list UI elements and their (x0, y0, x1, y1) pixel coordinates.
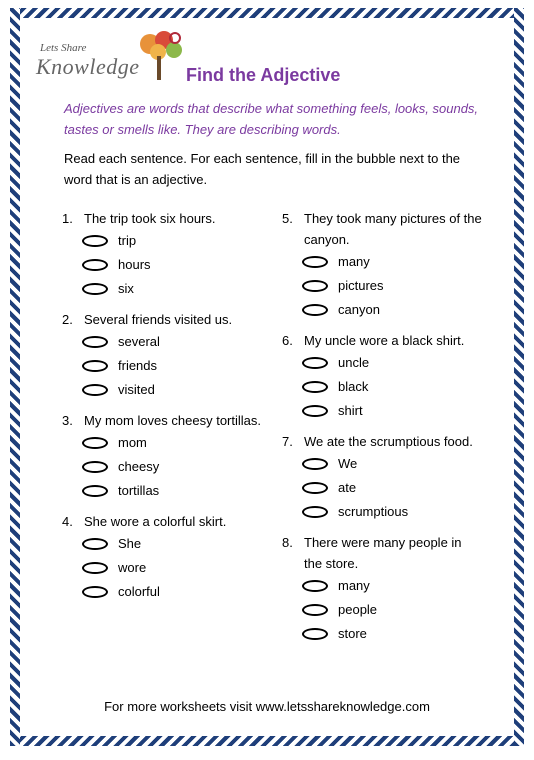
option-label: pictures (338, 278, 384, 293)
option-label: cheesy (118, 459, 160, 474)
bubble[interactable] (82, 437, 108, 449)
question-number: 5. (282, 211, 293, 226)
option-label: scrumptious (338, 504, 409, 519)
border-bottom (10, 736, 524, 746)
option-many[interactable] (302, 250, 482, 274)
option-label: black (338, 379, 369, 394)
border-right (514, 8, 524, 746)
option-label: visited (118, 382, 155, 397)
tree-icon (134, 30, 184, 82)
option-label: several (118, 334, 160, 349)
logo-small-text: Lets Share (40, 42, 87, 54)
option-shirt[interactable] (302, 399, 482, 423)
question-number: 2. (62, 312, 73, 327)
question-text: They took many pictures of the canyon. (304, 211, 482, 247)
option-hours[interactable] (82, 253, 262, 277)
question-7 (282, 431, 482, 524)
option-scrumptious[interactable] (302, 500, 482, 524)
question-text: The trip took six hours. (84, 211, 216, 226)
border-left (10, 8, 20, 746)
bubble[interactable] (82, 283, 108, 295)
option-six[interactable] (82, 277, 262, 301)
option-label: people (338, 602, 378, 617)
bubble[interactable] (302, 482, 328, 494)
question-text: She wore a colorful skirt. (84, 514, 227, 529)
option-colorful[interactable] (82, 580, 262, 604)
bubble[interactable] (82, 235, 108, 247)
option-label: wore (118, 560, 147, 575)
question-number: 4. (62, 514, 73, 529)
bubble[interactable] (302, 280, 328, 292)
option-label: shirt (338, 403, 363, 418)
bubble[interactable] (302, 381, 328, 393)
option-pictures[interactable] (302, 274, 482, 298)
bubble[interactable] (82, 360, 108, 372)
question-number: 8. (282, 535, 293, 550)
option-uncle[interactable] (302, 351, 482, 375)
question-1 (62, 208, 262, 301)
option-visited[interactable] (82, 378, 262, 402)
option-label: store (338, 626, 367, 641)
bubble[interactable] (82, 461, 108, 473)
bubble[interactable] (302, 604, 328, 616)
question-number: 6. (282, 333, 293, 348)
option-mom[interactable] (82, 431, 262, 455)
bubble[interactable] (302, 256, 328, 268)
option-cheesy[interactable] (82, 455, 262, 479)
option-label: trip (118, 233, 137, 248)
option-label: We (338, 456, 358, 471)
option-label: She (118, 536, 142, 551)
option-friends[interactable] (82, 354, 262, 378)
question-5 (282, 208, 482, 322)
option-label: many (338, 254, 370, 269)
option-we[interactable] (302, 452, 482, 476)
question-text: There were many people in the store. (304, 535, 462, 571)
option-store[interactable] (302, 622, 482, 646)
page-title: Find the Adjective (186, 65, 341, 85)
bubble[interactable] (302, 405, 328, 417)
question-8 (282, 532, 482, 646)
bubble[interactable] (302, 506, 328, 518)
option-label: friends (118, 358, 158, 373)
question-text: We ate the scrumptious food. (304, 434, 473, 449)
intro-text: Adjectives are words that describe what something feels, looks, sounds, tastes or smells like. They are describing words. (64, 101, 479, 137)
option-label: six (118, 281, 134, 296)
border-top (10, 8, 524, 18)
question-2 (62, 309, 262, 402)
bubble[interactable] (82, 538, 108, 550)
footer-text: For more worksheets visit www.letsshareknowledge.com (104, 699, 430, 714)
option-label: mom (118, 435, 147, 450)
option-label: uncle (338, 355, 370, 370)
questions-right-column (282, 208, 482, 654)
bubble[interactable] (82, 586, 108, 598)
option-label: colorful (118, 584, 160, 599)
bubble[interactable] (82, 384, 108, 396)
option-label: many (338, 578, 370, 593)
option-she[interactable] (82, 532, 262, 556)
logo-big-text: Knowledge (36, 54, 140, 79)
bubble[interactable] (82, 336, 108, 348)
option-trip[interactable] (82, 229, 262, 253)
option-label: hours (118, 257, 151, 272)
question-text: Several friends visited us. (84, 312, 233, 327)
question-number: 7. (282, 434, 293, 449)
question-text: My uncle wore a black shirt. (304, 333, 465, 348)
instructions: Read each sentence. For each sentence, fill in the bubble next to the word that is an adjective. (64, 151, 461, 187)
option-several[interactable] (82, 330, 262, 354)
option-canyon[interactable] (302, 298, 482, 322)
bubble[interactable] (302, 580, 328, 592)
bubble[interactable] (302, 628, 328, 640)
bubble[interactable] (82, 485, 108, 497)
option-tortillas[interactable] (82, 479, 262, 503)
logo (34, 30, 184, 90)
option-people[interactable] (302, 598, 482, 622)
question-number: 1. (62, 211, 73, 226)
question-4 (62, 511, 262, 604)
option-label: ate (338, 480, 357, 495)
option-many[interactable] (302, 574, 482, 598)
bubble[interactable] (82, 259, 108, 271)
bubble[interactable] (302, 357, 328, 369)
question-text: My mom loves cheesy tortillas. (84, 413, 261, 428)
questions-left-column (62, 208, 262, 612)
question-number: 3. (62, 413, 73, 428)
option-black[interactable] (302, 375, 482, 399)
bubble[interactable] (82, 562, 108, 574)
option-label: tortillas (118, 483, 160, 498)
option-label: canyon (338, 302, 380, 317)
question-3 (62, 410, 262, 503)
bubble[interactable] (302, 304, 328, 316)
option-wore[interactable] (82, 556, 262, 580)
option-ate[interactable] (302, 476, 482, 500)
bubble[interactable] (302, 458, 328, 470)
question-6 (282, 330, 482, 423)
